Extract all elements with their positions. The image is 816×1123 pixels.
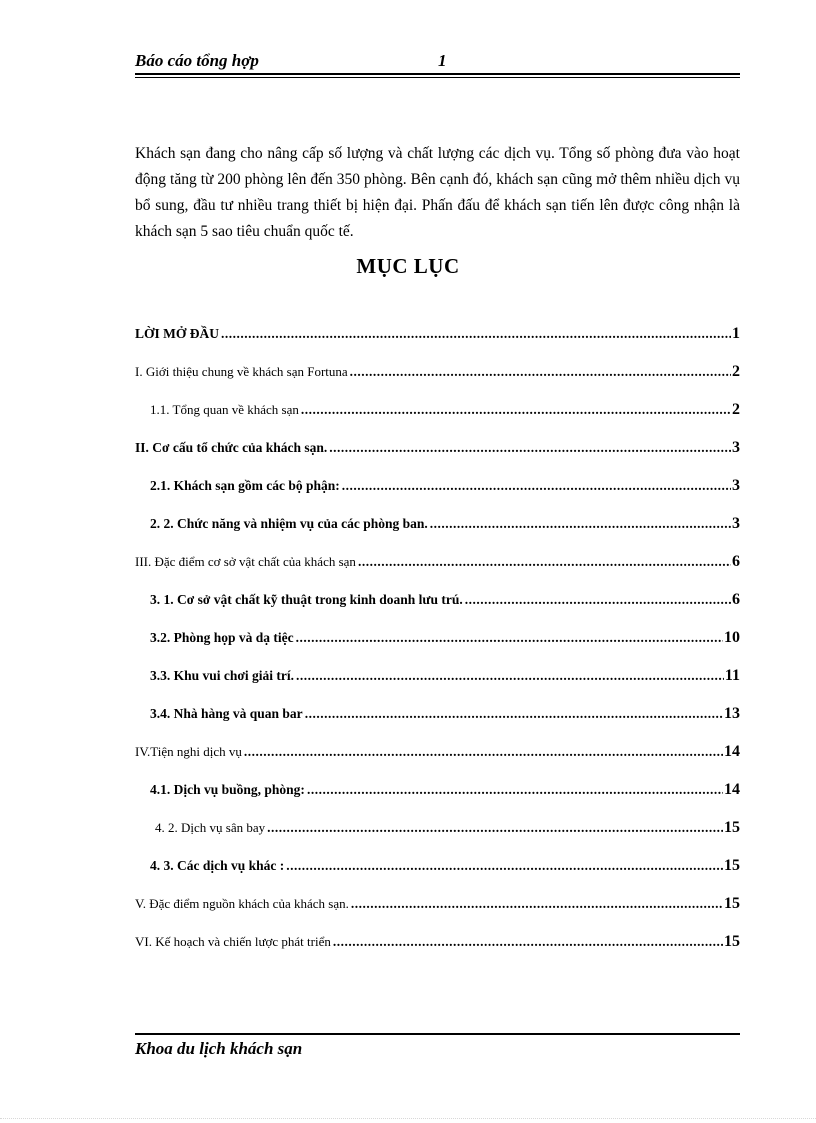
toc-leader: [244, 744, 723, 760]
toc-leader: [286, 858, 723, 874]
toc-entry[interactable]: [135, 439, 740, 461]
toc-leader: [296, 630, 723, 646]
toc-entry[interactable]: [150, 401, 740, 423]
intro-paragraph: Khách sạn đang cho nâng cấp số lượng và chất lượng các dịch vụ. Tổng số phòng đưa vào hoạt động tăng từ 200 phòng lên đến 350 phòng. Bên cạnh đó, khách sạn cũng mở thêm nhiều dịch vụ bổ sung, đầu tư nhiều trang thiết bị hiện đại. Phấn đấu để khách sạn tiến lên được công nhận là khách sạn 5 sao tiêu chuẩn quốc tế.: [135, 145, 740, 240]
toc-entry[interactable]: [135, 325, 740, 347]
toc-leader: [329, 440, 731, 456]
toc-entry[interactable]: [155, 819, 740, 841]
toc-leader: [342, 478, 731, 494]
toc-entry-page: 3: [732, 477, 740, 494]
toc-entry-page: 6: [732, 553, 740, 570]
toc-entry[interactable]: [150, 667, 740, 689]
toc-leader: [307, 782, 723, 798]
toc-entry-label: 1.1. Tổng quan về khách sạn: [150, 402, 299, 417]
toc-entry[interactable]: [135, 895, 740, 917]
toc-entry-label: 4. 3. Các dịch vụ khác :: [150, 858, 285, 873]
toc-entry-page: 2: [732, 363, 740, 380]
toc-leader: [333, 934, 723, 950]
toc-entry[interactable]: [135, 553, 740, 575]
toc-entry-label: 3.4. Nhà hàng và quan bar: [150, 706, 303, 721]
toc-entry-page: 14: [724, 743, 740, 760]
toc-entry[interactable]: [135, 933, 740, 955]
toc-entry-page: 15: [724, 933, 740, 950]
toc-leader: [465, 592, 731, 608]
toc-entry[interactable]: [150, 629, 740, 651]
toc-leader: [301, 402, 731, 418]
toc-entry-page: 2: [732, 401, 740, 418]
toc-entry-label: VI. Kế hoạch và chiến lược phát triển: [135, 934, 331, 949]
footer-rule: [135, 1033, 740, 1035]
toc-entry-label: 3.2. Phòng họp và dạ tiệc: [150, 630, 294, 645]
header-rule-thin: [135, 77, 740, 78]
toc-entry-label: I. Giới thiệu chung về khách sạn Fortuna: [135, 364, 348, 379]
toc-entry-page: 11: [724, 667, 740, 684]
footer-text: Khoa du lịch khách sạn: [135, 1039, 303, 1058]
toc-entry-page: 13: [724, 705, 740, 722]
toc-heading: MỤC LỤC: [356, 254, 460, 278]
toc-entry[interactable]: [150, 781, 740, 803]
header-rule: [135, 73, 740, 75]
toc-entry[interactable]: [150, 705, 740, 727]
toc-entry[interactable]: [135, 743, 740, 765]
toc-entry-label: 3.3. Khu vui chơi giải trí.: [150, 668, 294, 683]
toc-entry-page: 10: [724, 629, 740, 646]
toc-entry-label: 4. 2. Dịch vụ sân bay: [155, 820, 266, 835]
toc-entry[interactable]: [150, 477, 740, 499]
page-header: [135, 51, 740, 73]
toc-leader: [358, 554, 731, 570]
toc-entry-page: 6: [732, 591, 740, 608]
toc-entry-label: 3. 1. Cơ sở vật chất kỹ thuật trong kinh doanh lưu trú.: [150, 592, 463, 607]
toc-leader: [267, 820, 723, 836]
toc-entry-label: 2.1. Khách sạn gồm các bộ phận:: [150, 478, 340, 493]
toc-leader: [430, 516, 731, 532]
toc-entry-page: 3: [732, 439, 740, 456]
toc-entry-page: 3: [732, 515, 740, 532]
toc-entry[interactable]: [150, 857, 740, 879]
toc-entry-page: 15: [724, 895, 740, 912]
toc-entry[interactable]: [150, 515, 740, 537]
toc-leader: [350, 364, 731, 380]
page-edge: [0, 1118, 816, 1119]
toc-entry-label: III. Đặc điểm cơ sở vật chất của khách sạn: [135, 554, 356, 569]
toc-entry-page: 1: [732, 325, 740, 342]
toc-entry-page: 15: [724, 857, 740, 874]
toc-leader: [305, 706, 723, 722]
toc-leader: [221, 326, 731, 342]
header-page-number: 1: [438, 51, 447, 70]
toc-entry-label: V. Đặc điểm nguồn khách của khách sạn.: [135, 896, 349, 911]
toc-leader: [351, 896, 723, 912]
toc-entry-label: II. Cơ cấu tổ chức của khách sạn.: [135, 440, 328, 455]
toc-entry[interactable]: [150, 591, 740, 613]
toc-entry-label: 2. 2. Chức năng và nhiệm vụ của các phòng ban.: [150, 516, 428, 531]
toc-leader: [296, 668, 724, 684]
toc-entry-page: 14: [724, 781, 740, 798]
header-title: Báo cáo tổng hợp: [135, 51, 259, 70]
toc-entry-label: 4.1. Dịch vụ buồng, phòng:: [150, 782, 305, 797]
toc-entry[interactable]: [135, 363, 740, 385]
toc-entry-label: IV.Tiện nghi dịch vụ: [135, 744, 242, 759]
toc-entry-label: LỜI MỞ ĐẦU: [135, 326, 219, 341]
toc-entry-page: 15: [724, 819, 740, 836]
